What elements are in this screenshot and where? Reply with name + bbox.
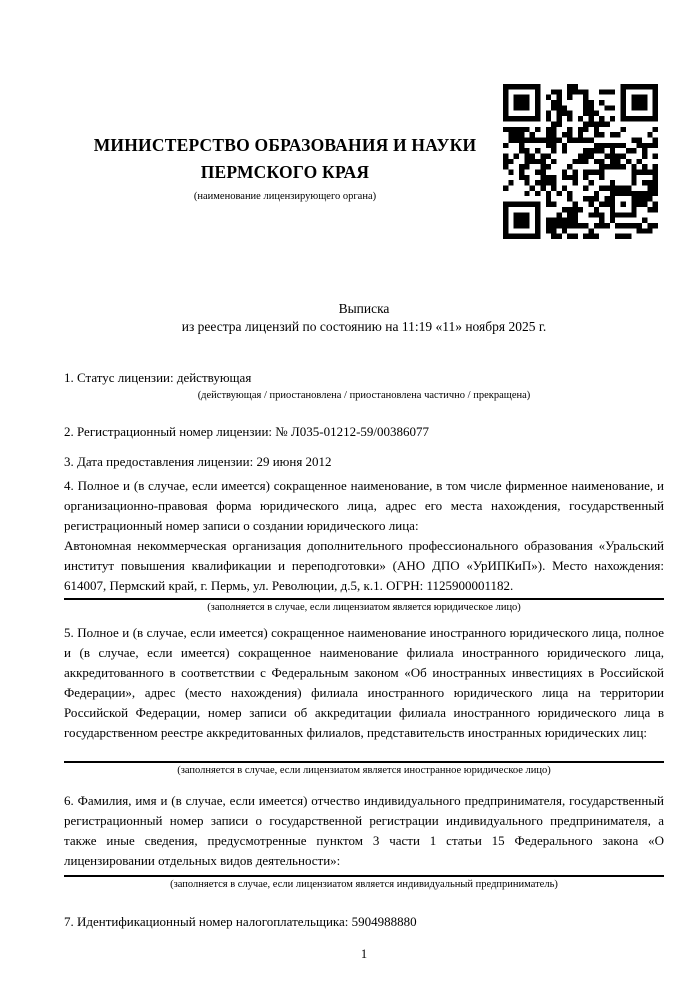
field-license-status-note: (действующая / приостановлена / приостановлена частично / прекращена) (197, 390, 531, 401)
field-registration-number (64, 422, 664, 442)
field-legal-entity-note: (заполняется в случае, если лицензиатом является юридическое лицо) (207, 602, 521, 613)
field-taxpayer-inn (64, 912, 664, 932)
field-foreign-entity-note: (заполняется в случае, если лицензиатом является иностранное юридическое лицо) (177, 765, 551, 776)
divider-entrepreneur (64, 875, 664, 877)
field-license-grant-date-value: 29 июня 2012 (256, 454, 332, 469)
field-registration-number-value: № Л035-01212-59/00386077 (275, 424, 430, 439)
page-number: 1 (360, 947, 368, 961)
ministry-name-line2: ПЕРМСКОГО КРАЯ (200, 162, 370, 182)
document-content (0, 132, 700, 962)
field-legal-entity-value: Автономная некоммерческая организация дополнительного профессионального образования «Уральский институт повышения квалификации и переподготовки» (АНО ДПО «УрИПКиП»). Место нахождения: 614007, Пермский край, г. Пермь, ул. Революции, д.5, к.1. ОГРН: 1125900001182. (64, 538, 664, 593)
licensing-authority-caption: (наименование лицензирующего органа) (193, 191, 377, 202)
field-legal-entity-description: 4. Полное и (в случае, если имеется) сокращенное наименование, в том числе фирменное наименование, и организационно-правовая форма юридического лица, адрес его места нахождения, государственный регистрационный номер записи о создании юридического лица: (64, 478, 664, 533)
field-license-status (64, 368, 664, 388)
field-foreign-entity-description: 5. Полное и (в случае, если имеется) сокращенное наименование иностранного юридического лица, полное и (в случае, если имеется) сокращенное наименование филиала иностранного юридического лица, аккредитованного в соответствии с Федеральным законом «Об иностранных инвестициях в Российской Федерации», адрес (место нахождения) филиала иностранного юридического лица на территории Российской Федерации, номер записи об аккредитации филиала иностранного юридического лица в государственном реестре аккредитованных филиалов, представительств иностранных юридических лиц: (64, 625, 664, 740)
licensing-authority-name (64, 132, 506, 186)
field-taxpayer-inn-value: 5904988880 (351, 914, 417, 929)
field-entrepreneur-description: 6. Фамилия, имя и (в случае, если имеется) отчество индивидуального предпринимателя, государственный регистрационный номер записи о государственной регистрации индивидуального предпринимателя, а также иные сведения, предусмотренные пунктом 3 части 1 статьи 15 Федерального закона «О лицензировании отдельных видов деятельности»: (64, 793, 664, 868)
document-title-line2: из реестра лицензий по состоянию на 11:19 «11» ноября 2025 г. (181, 318, 547, 334)
divider-foreign-entity (64, 761, 664, 763)
field-license-grant-date (64, 452, 664, 472)
ministry-name-line1: МИНИСТЕРСТВО ОБРАЗОВАНИЯ И НАУКИ (93, 135, 477, 155)
qr-code (503, 84, 658, 239)
document-title (64, 300, 664, 335)
field-foreign-entity-value (64, 743, 664, 759)
field-registration-number-label: 2. Регистрационный номер лицензии: (64, 424, 273, 439)
field-entrepreneur-note: (заполняется в случае, если лицензиатом является индивидуальный предприниматель) (170, 879, 558, 890)
document-title-line1: Выписка (338, 301, 390, 316)
field-taxpayer-inn-label: 7. Идентификационный номер налогоплательщика: (64, 914, 349, 929)
field-license-status-label: 1. Статус лицензии: (64, 370, 174, 385)
divider-legal-entity (64, 598, 664, 600)
field-license-status-value: действующая (176, 370, 252, 385)
field-license-grant-date-label: 3. Дата предоставления лицензии: (64, 454, 254, 469)
